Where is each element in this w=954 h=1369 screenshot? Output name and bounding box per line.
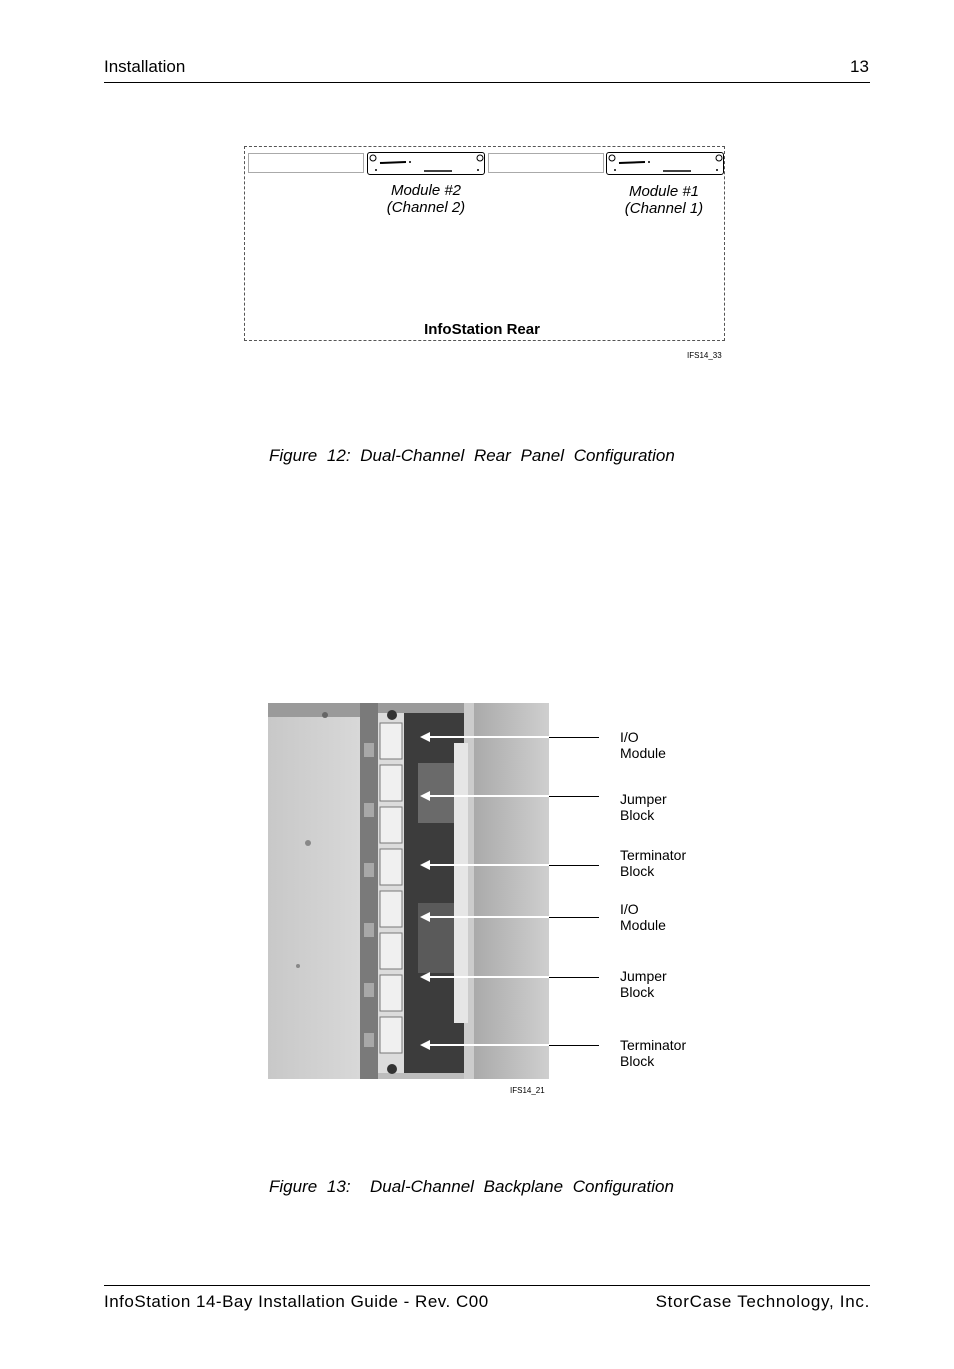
callout-label-io-module-1: I/O Module xyxy=(620,729,666,761)
arrow-head-icon xyxy=(420,912,430,922)
panel-label: InfoStation Rear xyxy=(424,321,540,338)
module-2-plate xyxy=(367,152,485,175)
callout-line xyxy=(549,737,599,738)
header-rule xyxy=(104,82,870,83)
empty-slot xyxy=(488,153,604,173)
rear-panel-diagram xyxy=(244,146,725,341)
backplane-photo xyxy=(268,703,549,1079)
callout-line xyxy=(549,796,599,797)
backplane-drawing xyxy=(268,703,549,1079)
page-number: 13 xyxy=(850,57,869,76)
callout-label-io-module-2: I/O Module xyxy=(620,901,666,933)
footer-rule xyxy=(104,1285,870,1286)
arrow-head-icon xyxy=(420,732,430,742)
callout-label-jumper-block-1: Jumper Block xyxy=(620,791,667,823)
empty-slot xyxy=(248,153,364,173)
arrow-head-icon xyxy=(420,1040,430,1050)
arrow-head-icon xyxy=(420,791,430,801)
module-2-label: Module #2 (Channel 2) xyxy=(386,182,466,216)
callout-label-jumper-block-2: Jumper Block xyxy=(620,968,667,1000)
module-plate-detail-icon xyxy=(368,153,486,176)
callout-line xyxy=(549,917,599,918)
callout-line xyxy=(549,1045,599,1046)
header-section: Installation xyxy=(104,57,186,76)
arrow-head-icon xyxy=(420,972,430,982)
footer-right: StorCase Technology, Inc. xyxy=(655,1292,870,1311)
footer-left: InfoStation 14-Bay Installation Guide - Rev. C00 xyxy=(104,1292,489,1311)
callout-label-terminator-block-2: Terminator Block xyxy=(620,1037,687,1069)
figure13-image-id: IFS14_21 xyxy=(510,1086,545,1095)
arrow-head-icon xyxy=(420,860,430,870)
callout-line xyxy=(549,977,599,978)
module-1-plate xyxy=(606,152,724,175)
figure12-caption: Figure 12: Dual-Channel Rear Panel Configuration xyxy=(269,446,675,465)
module-plate-detail-icon xyxy=(607,153,725,176)
figure12-image-id: IFS14_33 xyxy=(687,351,722,360)
figure13-caption: Figure 13: Dual-Channel Backplane Configuration xyxy=(269,1177,674,1196)
callout-line xyxy=(549,865,599,866)
module-1-label: Module #1 (Channel 1) xyxy=(624,183,704,217)
callout-label-terminator-block-1: Terminator Block xyxy=(620,847,687,879)
